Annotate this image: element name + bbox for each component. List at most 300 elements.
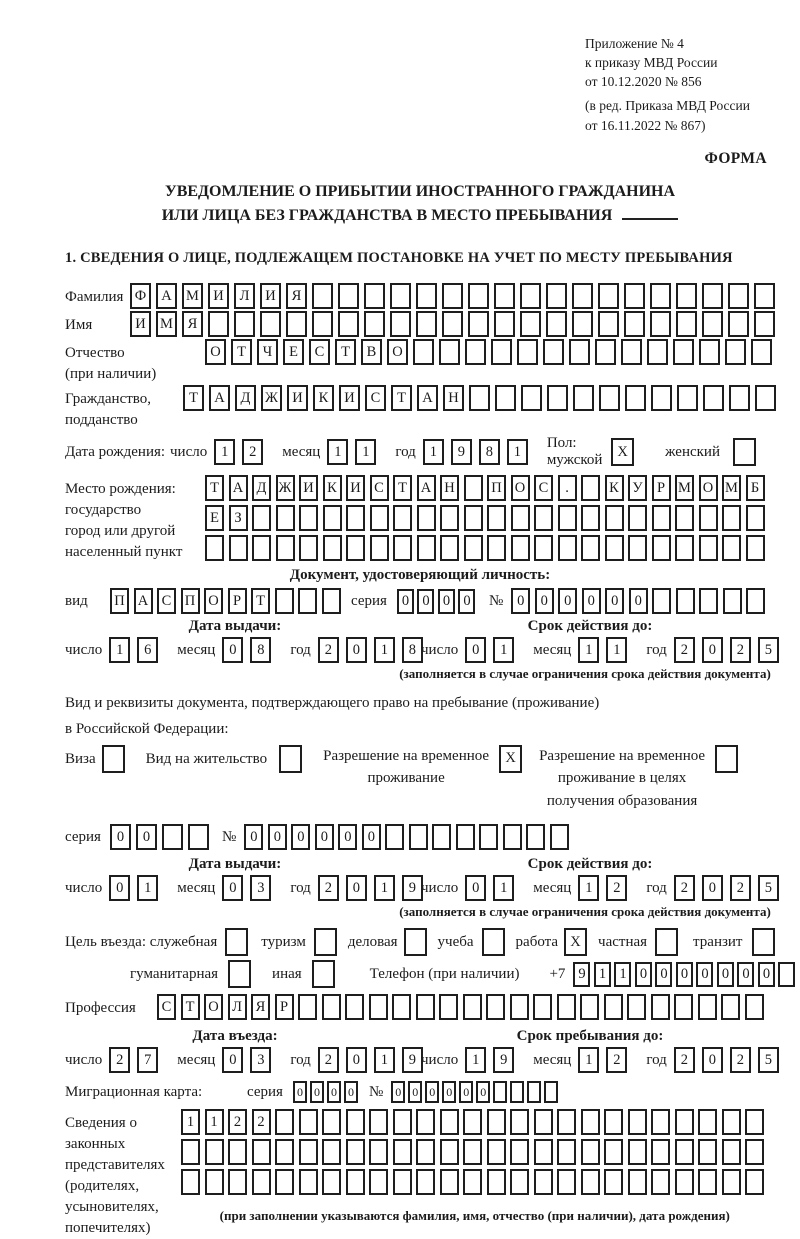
- char-cell[interactable]: 1: [578, 875, 599, 901]
- char-cell[interactable]: 5: [758, 1047, 779, 1073]
- char-cell[interactable]: Т: [251, 588, 270, 614]
- char-cell[interactable]: [102, 745, 125, 773]
- char-cell[interactable]: М: [722, 475, 741, 501]
- char-cell[interactable]: [534, 1109, 553, 1135]
- char-cell[interactable]: [599, 385, 620, 411]
- char-cell[interactable]: 0: [676, 962, 693, 987]
- char-cell[interactable]: [699, 339, 720, 365]
- char-cell[interactable]: [495, 385, 516, 411]
- char-cell[interactable]: [439, 339, 460, 365]
- char-cell[interactable]: 0: [696, 962, 713, 987]
- char-cell[interactable]: 0: [136, 824, 157, 850]
- char-cell[interactable]: [181, 1139, 200, 1165]
- char-cell[interactable]: 2: [318, 637, 339, 663]
- char-cell[interactable]: [624, 311, 645, 337]
- char-cell[interactable]: 2: [242, 439, 263, 465]
- char-cell[interactable]: И: [130, 311, 151, 337]
- char-cell[interactable]: [404, 928, 427, 956]
- char-cell[interactable]: О: [511, 475, 530, 501]
- char-cell[interactable]: 2: [730, 637, 751, 663]
- char-cell[interactable]: [416, 1139, 435, 1165]
- char-cell[interactable]: 0: [110, 824, 131, 850]
- char-cell[interactable]: [699, 505, 718, 531]
- char-cell[interactable]: И: [346, 475, 365, 501]
- char-cell[interactable]: 2: [606, 1047, 627, 1073]
- char-cell[interactable]: О: [204, 994, 223, 1020]
- char-cell[interactable]: [279, 745, 302, 773]
- char-cell[interactable]: [628, 1139, 647, 1165]
- char-cell[interactable]: [722, 1109, 741, 1135]
- char-cell[interactable]: [557, 1169, 576, 1195]
- char-cell[interactable]: Л: [234, 283, 255, 309]
- char-cell[interactable]: [345, 994, 364, 1020]
- char-cell[interactable]: 9: [493, 1047, 514, 1073]
- char-cell[interactable]: [722, 505, 741, 531]
- char-cell[interactable]: [517, 339, 538, 365]
- char-cell[interactable]: [511, 535, 530, 561]
- char-cell[interactable]: [745, 994, 764, 1020]
- char-cell[interactable]: [746, 505, 765, 531]
- char-cell[interactable]: [605, 535, 624, 561]
- char-cell[interactable]: [675, 505, 694, 531]
- char-cell[interactable]: [225, 928, 248, 956]
- char-cell[interactable]: 0: [344, 1081, 358, 1103]
- char-cell[interactable]: [604, 1109, 623, 1135]
- char-cell[interactable]: Д: [252, 475, 271, 501]
- char-cell[interactable]: [370, 535, 389, 561]
- char-cell[interactable]: [228, 1139, 247, 1165]
- char-cell[interactable]: [676, 283, 697, 309]
- char-cell[interactable]: [751, 339, 772, 365]
- char-cell[interactable]: [534, 1169, 553, 1195]
- char-cell[interactable]: [745, 1139, 764, 1165]
- char-cell[interactable]: 9: [451, 439, 472, 465]
- char-cell[interactable]: 8: [402, 637, 423, 663]
- char-cell[interactable]: О: [205, 339, 226, 365]
- char-cell[interactable]: [456, 824, 475, 850]
- char-cell[interactable]: 1: [507, 439, 528, 465]
- char-cell[interactable]: 2: [674, 875, 695, 901]
- char-cell[interactable]: [439, 994, 458, 1020]
- char-cell[interactable]: [675, 1109, 694, 1135]
- char-cell[interactable]: [604, 1139, 623, 1165]
- char-cell[interactable]: [487, 505, 506, 531]
- char-cell[interactable]: [393, 535, 412, 561]
- char-cell[interactable]: [521, 385, 542, 411]
- char-cell[interactable]: [675, 1139, 694, 1165]
- char-cell[interactable]: 0: [293, 1081, 307, 1103]
- char-cell[interactable]: 0: [222, 637, 243, 663]
- char-cell[interactable]: [503, 824, 522, 850]
- char-cell[interactable]: [276, 505, 295, 531]
- char-cell[interactable]: 0: [327, 1081, 341, 1103]
- char-cell[interactable]: К: [323, 475, 342, 501]
- char-cell[interactable]: 2: [674, 1047, 695, 1073]
- char-cell[interactable]: [323, 505, 342, 531]
- char-cell[interactable]: [752, 928, 775, 956]
- char-cell[interactable]: [534, 535, 553, 561]
- char-cell[interactable]: [651, 1109, 670, 1135]
- char-cell[interactable]: [745, 1169, 764, 1195]
- char-cell[interactable]: [754, 283, 775, 309]
- char-cell[interactable]: Д: [235, 385, 256, 411]
- char-cell[interactable]: [463, 1169, 482, 1195]
- char-cell[interactable]: [369, 1139, 388, 1165]
- char-cell[interactable]: [520, 311, 541, 337]
- char-cell[interactable]: [369, 1109, 388, 1135]
- char-cell[interactable]: [698, 1169, 717, 1195]
- char-cell[interactable]: [228, 1169, 247, 1195]
- char-cell[interactable]: И: [208, 283, 229, 309]
- char-cell[interactable]: Н: [443, 385, 464, 411]
- char-cell[interactable]: К: [313, 385, 334, 411]
- char-cell[interactable]: [655, 928, 678, 956]
- char-cell[interactable]: [520, 283, 541, 309]
- char-cell[interactable]: 0: [758, 962, 775, 987]
- char-cell[interactable]: 3: [250, 1047, 271, 1073]
- char-cell[interactable]: [468, 283, 489, 309]
- char-cell[interactable]: [479, 824, 498, 850]
- char-cell[interactable]: Б: [746, 475, 765, 501]
- char-cell[interactable]: 0: [338, 824, 357, 850]
- char-cell[interactable]: [510, 1109, 529, 1135]
- char-cell[interactable]: [754, 311, 775, 337]
- char-cell[interactable]: X: [611, 438, 634, 466]
- char-cell[interactable]: [725, 339, 746, 365]
- char-cell[interactable]: [487, 1109, 506, 1135]
- char-cell[interactable]: [493, 1081, 507, 1103]
- char-cell[interactable]: 0: [346, 637, 367, 663]
- char-cell[interactable]: [746, 588, 765, 614]
- char-cell[interactable]: 9: [573, 962, 590, 987]
- char-cell[interactable]: [728, 311, 749, 337]
- char-cell[interactable]: [728, 283, 749, 309]
- char-cell[interactable]: [482, 928, 505, 956]
- char-cell[interactable]: [463, 1139, 482, 1165]
- char-cell[interactable]: Т: [391, 385, 412, 411]
- char-cell[interactable]: [650, 311, 671, 337]
- char-cell[interactable]: [673, 339, 694, 365]
- char-cell[interactable]: [628, 1169, 647, 1195]
- char-cell[interactable]: [628, 1109, 647, 1135]
- char-cell[interactable]: [416, 311, 437, 337]
- char-cell[interactable]: В: [361, 339, 382, 365]
- char-cell[interactable]: [346, 1139, 365, 1165]
- char-cell[interactable]: [557, 1139, 576, 1165]
- char-cell[interactable]: [465, 339, 486, 365]
- char-cell[interactable]: [188, 824, 209, 850]
- char-cell[interactable]: [491, 339, 512, 365]
- char-cell[interactable]: [322, 588, 341, 614]
- char-cell[interactable]: [557, 1109, 576, 1135]
- char-cell[interactable]: А: [229, 475, 248, 501]
- char-cell[interactable]: 1: [465, 1047, 486, 1073]
- char-cell[interactable]: [417, 505, 436, 531]
- char-cell[interactable]: 5: [758, 875, 779, 901]
- char-cell[interactable]: [440, 505, 459, 531]
- char-cell[interactable]: [416, 1169, 435, 1195]
- char-cell[interactable]: 1: [181, 1109, 200, 1135]
- char-cell[interactable]: [364, 311, 385, 337]
- char-cell[interactable]: [581, 1169, 600, 1195]
- char-cell[interactable]: [572, 311, 593, 337]
- char-cell[interactable]: 0: [655, 962, 672, 987]
- char-cell[interactable]: [417, 535, 436, 561]
- char-cell[interactable]: А: [417, 385, 438, 411]
- char-cell[interactable]: 0: [438, 589, 455, 614]
- char-cell[interactable]: [228, 960, 251, 988]
- char-cell[interactable]: Я: [182, 311, 203, 337]
- char-cell[interactable]: [605, 505, 624, 531]
- char-cell[interactable]: Т: [181, 994, 200, 1020]
- char-cell[interactable]: 1: [327, 439, 348, 465]
- char-cell[interactable]: [370, 505, 389, 531]
- char-cell[interactable]: 7: [137, 1047, 158, 1073]
- char-cell[interactable]: [534, 505, 553, 531]
- char-cell[interactable]: 1: [374, 875, 395, 901]
- char-cell[interactable]: 0: [458, 589, 475, 614]
- char-cell[interactable]: 8: [479, 439, 500, 465]
- char-cell[interactable]: [581, 535, 600, 561]
- char-cell[interactable]: [323, 535, 342, 561]
- char-cell[interactable]: [703, 385, 724, 411]
- char-cell[interactable]: Я: [251, 994, 270, 1020]
- char-cell[interactable]: [715, 745, 738, 773]
- char-cell[interactable]: [275, 588, 294, 614]
- char-cell[interactable]: С: [534, 475, 553, 501]
- char-cell[interactable]: [162, 824, 183, 850]
- char-cell[interactable]: [746, 535, 765, 561]
- char-cell[interactable]: 2: [730, 1047, 751, 1073]
- char-cell[interactable]: [598, 283, 619, 309]
- char-cell[interactable]: [628, 505, 647, 531]
- char-cell[interactable]: [510, 1081, 524, 1103]
- char-cell[interactable]: [299, 1139, 318, 1165]
- char-cell[interactable]: [534, 1139, 553, 1165]
- char-cell[interactable]: 0: [605, 588, 624, 614]
- char-cell[interactable]: 0: [629, 588, 648, 614]
- char-cell[interactable]: 0: [702, 637, 723, 663]
- char-cell[interactable]: 0: [346, 875, 367, 901]
- char-cell[interactable]: 0: [291, 824, 310, 850]
- char-cell[interactable]: [572, 283, 593, 309]
- char-cell[interactable]: 6: [137, 637, 158, 663]
- char-cell[interactable]: [558, 535, 577, 561]
- char-cell[interactable]: С: [309, 339, 330, 365]
- char-cell[interactable]: [346, 1109, 365, 1135]
- char-cell[interactable]: 0: [737, 962, 754, 987]
- char-cell[interactable]: 1: [355, 439, 376, 465]
- char-cell[interactable]: [598, 311, 619, 337]
- char-cell[interactable]: [651, 1169, 670, 1195]
- char-cell[interactable]: [390, 311, 411, 337]
- char-cell[interactable]: 0: [268, 824, 287, 850]
- char-cell[interactable]: А: [417, 475, 436, 501]
- char-cell[interactable]: Т: [231, 339, 252, 365]
- char-cell[interactable]: [346, 505, 365, 531]
- char-cell[interactable]: М: [675, 475, 694, 501]
- char-cell[interactable]: 0: [511, 588, 530, 614]
- char-cell[interactable]: Т: [335, 339, 356, 365]
- char-cell[interactable]: X: [499, 745, 522, 773]
- char-cell[interactable]: [385, 824, 404, 850]
- char-cell[interactable]: 0: [535, 588, 554, 614]
- char-cell[interactable]: [234, 311, 255, 337]
- char-cell[interactable]: [621, 339, 642, 365]
- char-cell[interactable]: [208, 311, 229, 337]
- char-cell[interactable]: [469, 385, 490, 411]
- char-cell[interactable]: [580, 994, 599, 1020]
- char-cell[interactable]: О: [204, 588, 223, 614]
- char-cell[interactable]: Ф: [130, 283, 151, 309]
- char-cell[interactable]: 1: [493, 637, 514, 663]
- char-cell[interactable]: [299, 505, 318, 531]
- char-cell[interactable]: [416, 994, 435, 1020]
- char-cell[interactable]: [494, 311, 515, 337]
- char-cell[interactable]: 2: [228, 1109, 247, 1135]
- char-cell[interactable]: [275, 1109, 294, 1135]
- char-cell[interactable]: 8: [250, 637, 271, 663]
- char-cell[interactable]: [533, 994, 552, 1020]
- char-cell[interactable]: [510, 1169, 529, 1195]
- char-cell[interactable]: [628, 535, 647, 561]
- char-cell[interactable]: Р: [228, 588, 247, 614]
- char-cell[interactable]: 0: [425, 1081, 439, 1103]
- char-cell[interactable]: [442, 283, 463, 309]
- char-cell[interactable]: [416, 1109, 435, 1135]
- char-cell[interactable]: [252, 505, 271, 531]
- char-cell[interactable]: О: [699, 475, 718, 501]
- char-cell[interactable]: [205, 1169, 224, 1195]
- char-cell[interactable]: [463, 994, 482, 1020]
- char-cell[interactable]: [464, 535, 483, 561]
- char-cell[interactable]: 0: [310, 1081, 324, 1103]
- char-cell[interactable]: [346, 1169, 365, 1195]
- char-cell[interactable]: [652, 505, 671, 531]
- char-cell[interactable]: [699, 588, 718, 614]
- char-cell[interactable]: [733, 438, 756, 466]
- char-cell[interactable]: 1: [594, 962, 611, 987]
- char-cell[interactable]: Н: [440, 475, 459, 501]
- char-cell[interactable]: И: [260, 283, 281, 309]
- char-cell[interactable]: 0: [717, 962, 734, 987]
- char-cell[interactable]: 1: [214, 439, 235, 465]
- char-cell[interactable]: 0: [222, 1047, 243, 1073]
- char-cell[interactable]: [722, 1139, 741, 1165]
- char-cell[interactable]: [298, 994, 317, 1020]
- char-cell[interactable]: [625, 385, 646, 411]
- char-cell[interactable]: 0: [702, 875, 723, 901]
- char-cell[interactable]: [698, 1139, 717, 1165]
- char-cell[interactable]: [510, 994, 529, 1020]
- char-cell[interactable]: [651, 385, 672, 411]
- char-cell[interactable]: X: [564, 928, 587, 956]
- char-cell[interactable]: [527, 1081, 541, 1103]
- char-cell[interactable]: [547, 385, 568, 411]
- char-cell[interactable]: [721, 994, 740, 1020]
- char-cell[interactable]: [312, 283, 333, 309]
- char-cell[interactable]: [674, 994, 693, 1020]
- char-cell[interactable]: [487, 535, 506, 561]
- char-cell[interactable]: 1: [374, 637, 395, 663]
- char-cell[interactable]: 0: [702, 1047, 723, 1073]
- char-cell[interactable]: 0: [346, 1047, 367, 1073]
- char-cell[interactable]: [511, 505, 530, 531]
- char-cell[interactable]: 0: [408, 1081, 422, 1103]
- char-cell[interactable]: [416, 283, 437, 309]
- char-cell[interactable]: [604, 1169, 623, 1195]
- char-cell[interactable]: [312, 960, 335, 988]
- char-cell[interactable]: [440, 1169, 459, 1195]
- char-cell[interactable]: 2: [318, 1047, 339, 1073]
- char-cell[interactable]: [440, 1139, 459, 1165]
- char-cell[interactable]: [392, 994, 411, 1020]
- char-cell[interactable]: [558, 505, 577, 531]
- char-cell[interactable]: [550, 824, 569, 850]
- char-cell[interactable]: Т: [393, 475, 412, 501]
- char-cell[interactable]: 2: [318, 875, 339, 901]
- char-cell[interactable]: П: [110, 588, 129, 614]
- char-cell[interactable]: 0: [558, 588, 577, 614]
- char-cell[interactable]: И: [339, 385, 360, 411]
- char-cell[interactable]: 1: [374, 1047, 395, 1073]
- char-cell[interactable]: Я: [286, 283, 307, 309]
- char-cell[interactable]: [595, 339, 616, 365]
- char-cell[interactable]: [312, 311, 333, 337]
- char-cell[interactable]: [624, 283, 645, 309]
- char-cell[interactable]: 0: [442, 1081, 456, 1103]
- char-cell[interactable]: Т: [205, 475, 224, 501]
- char-cell[interactable]: 0: [465, 637, 486, 663]
- char-cell[interactable]: 0: [465, 875, 486, 901]
- char-cell[interactable]: [652, 535, 671, 561]
- char-cell[interactable]: [229, 535, 248, 561]
- char-cell[interactable]: [486, 994, 505, 1020]
- char-cell[interactable]: М: [156, 311, 177, 337]
- char-cell[interactable]: [569, 339, 590, 365]
- char-cell[interactable]: П: [487, 475, 506, 501]
- char-cell[interactable]: [252, 1169, 271, 1195]
- char-cell[interactable]: [675, 535, 694, 561]
- char-cell[interactable]: [463, 1109, 482, 1135]
- char-cell[interactable]: 2: [252, 1109, 271, 1135]
- char-cell[interactable]: [364, 283, 385, 309]
- char-cell[interactable]: П: [181, 588, 200, 614]
- char-cell[interactable]: 0: [362, 824, 381, 850]
- char-cell[interactable]: Ч: [257, 339, 278, 365]
- char-cell[interactable]: 1: [109, 637, 130, 663]
- char-cell[interactable]: 0: [476, 1081, 490, 1103]
- char-cell[interactable]: [393, 1139, 412, 1165]
- char-cell[interactable]: [299, 1109, 318, 1135]
- char-cell[interactable]: [181, 1169, 200, 1195]
- char-cell[interactable]: [468, 311, 489, 337]
- char-cell[interactable]: .: [558, 475, 577, 501]
- char-cell[interactable]: [699, 535, 718, 561]
- char-cell[interactable]: [494, 283, 515, 309]
- char-cell[interactable]: [338, 283, 359, 309]
- char-cell[interactable]: [432, 824, 451, 850]
- char-cell[interactable]: [755, 385, 776, 411]
- char-cell[interactable]: [652, 588, 671, 614]
- char-cell[interactable]: [409, 824, 428, 850]
- char-cell[interactable]: Р: [652, 475, 671, 501]
- char-cell[interactable]: [298, 588, 317, 614]
- char-cell[interactable]: 1: [137, 875, 158, 901]
- char-cell[interactable]: Ж: [261, 385, 282, 411]
- char-cell[interactable]: [252, 1139, 271, 1165]
- char-cell[interactable]: [338, 311, 359, 337]
